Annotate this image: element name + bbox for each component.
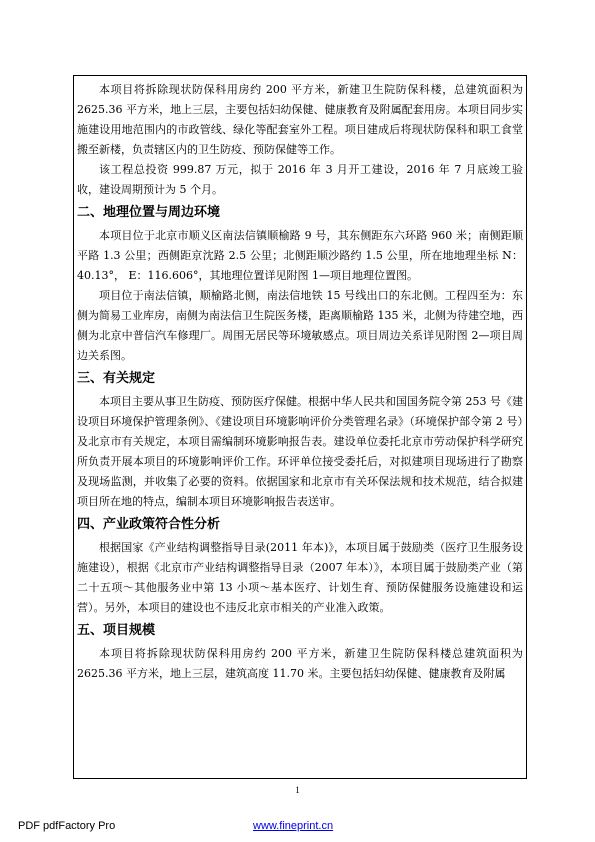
section-heading-scale: 五、项目规模 <box>77 623 156 638</box>
page-number: 1 <box>295 785 300 795</box>
policy-paragraph: 根据国家《产业结构调整指导目录(2011 年本)》，本项目属于鼓励类（医疗卫生服务设施建设），根据《北京市产业结构调整指导目录（2007 年本）》，本项目属于鼓励类产业（第二十五项～其他服务业中第 13 小项～基本医疗、计划生育、预防保健服务设施建设和运营）。另外，本项目的建设也不违反北京市相关的产业准入政策。 <box>77 541 523 614</box>
footer-pdf-label: PDF pdfFactory Pro <box>18 820 116 832</box>
scale-paragraph: 本项目将拆除现状防保科用房约 200 平方米，新建卫生院防保科楼总建筑面积为 2625.36 平方米，地上三层，建筑高度 11.70 米。主要包括妇幼保健、健康教育及附属 <box>77 647 523 680</box>
section-heading-location: 二、地理位置与周边环境 <box>77 205 221 220</box>
footer-link[interactable]: www.fineprint.cn <box>253 820 334 832</box>
section-heading-policy: 四、产业政策符合性分析 <box>77 517 221 532</box>
regulations-paragraph: 本项目主要从事卫生防疫、预防医疗保健。根据中华人民共和国国务院令第 253 号《建设项目环境保护管理条例》、《建设项目环境影响评价分类管理名录》（环境保护部令第 2 号）及北京市有关规定，本项目需编制环境影响报告表。建设单位委托北京市劳动保护科学研究所负责开展本项目的环境影响评价工作。环评单位接受委托后，对拟建项目现场进行了勘察及现场监测，并收集了必要的资料。依据国家和北京市有关环保法规和技术规范，结合拟建项目所在地的特点，编制本项目环境影响报告表送审。 <box>77 395 523 508</box>
section-heading-regulations: 三、有关规定 <box>77 371 156 386</box>
location-paragraph-1: 本项目位于北京市顺义区南法信镇顺榆路 9 号，其东侧距东六环路 960 米；南侧距顺平路 1.3 公里；西侧距京沈路 2.5 公里；北侧距顺沙路约 1.5 公里，所在地地理坐标 N：40.13°， E：116.606°，其地理位置详见附图 1—项目地理位置图。 <box>77 229 523 282</box>
document-frame <box>73 75 527 779</box>
location-paragraph-2: 项目位于南法信镇，顺榆路北侧，南法信地铁 15 号线出口的东北侧。工程四至为：东侧为简易工业库房，南侧为南法信卫生院医务楼，距离顺榆路 135 米，北侧为待建空地，西侧为北京中普信汽车修理厂。周围无居民等环境敏感点。项目周边关系详见附图 2—项目周边关系图。 <box>77 289 523 362</box>
intro-paragraph-1: 本项目将拆除现状防保科用房约 200 平方米，新建卫生院防保科楼，总建筑面积为 2625.36 平方米，地上三层，主要包括妇幼保健、健康教育及附属配套用房。本项目同步实施建设用地范围内的市政管线、绿化等配套室外工程。项目建成后将现状防保科和职工食堂搬至新楼，负责辖区内的卫生防疫、预防保健等工作。 <box>77 83 523 156</box>
intro-paragraph-2: 该工程总投资 999.87 万元，拟于 2016 年 3 月开工建设，2016 年 7 月底竣工验收，建设周期预计为 5 个月。 <box>77 163 523 196</box>
